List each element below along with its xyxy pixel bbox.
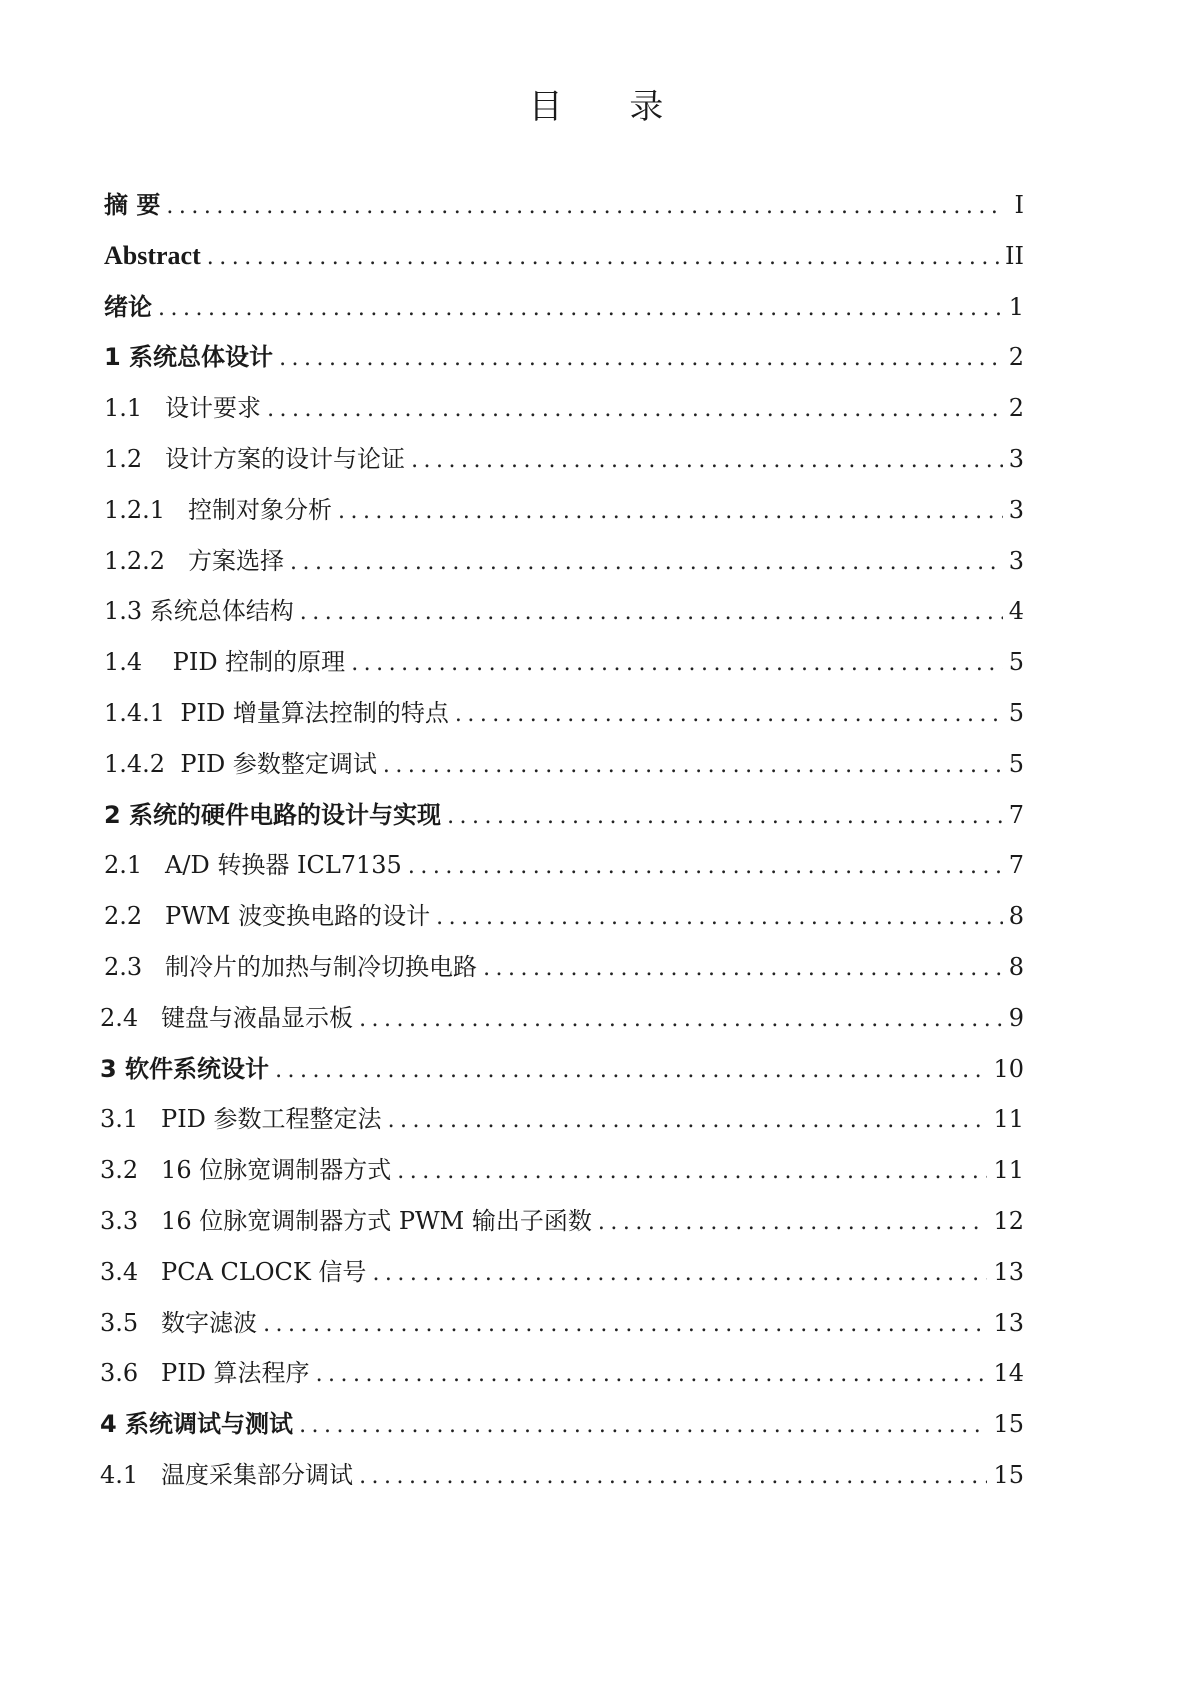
dot-leader (408, 850, 1003, 884)
dot-leader (300, 596, 1003, 630)
toc-entry-page: 13 (993, 1308, 1024, 1337)
toc-entry-label: 1.1 设计要求 (104, 394, 262, 423)
toc-entry-label: 3 软件系统设计 (100, 1054, 270, 1083)
toc-entry-page: 5 (1008, 648, 1024, 677)
toc-entry-chapter-3[interactable] (100, 1052, 1024, 1103)
toc-entry-label: 2.3 制冷片的加热与制冷切换电路 (104, 952, 478, 981)
toc-entry-section-1-1[interactable] (104, 391, 1024, 442)
toc-entry-page: 12 (993, 1206, 1024, 1235)
toc-entry-label: 3.2 16 位脉宽调制器方式 (100, 1156, 392, 1185)
dot-leader (338, 495, 1003, 529)
toc-entry-section-1-2-2[interactable] (104, 544, 1024, 595)
dot-leader (447, 800, 1003, 834)
toc-entry-section-3-2[interactable] (100, 1153, 1024, 1204)
toc-entry-page: 14 (993, 1359, 1024, 1388)
dot-leader (267, 393, 1003, 427)
dot-leader (483, 952, 1003, 986)
toc-entry-page: 3 (1008, 546, 1024, 575)
toc-entry-label: 1.2.1 控制对象分析 (104, 495, 332, 524)
toc-entry-label: 4 系统调试与测试 (100, 1410, 294, 1439)
toc-entry-label: 2.1 A/D 转换器 ICL7135 (104, 851, 402, 880)
toc-entry-label: 1.3 系统总体结构 (104, 597, 294, 626)
dot-leader (351, 647, 1003, 681)
dot-leader (372, 1257, 987, 1291)
dot-leader (279, 342, 1003, 376)
toc-entry-page: 9 (1008, 1003, 1024, 1032)
dot-leader (359, 1003, 1003, 1037)
toc-entry-section-3-4[interactable] (100, 1255, 1024, 1306)
toc-entry-abstract-en[interactable] (104, 239, 1024, 290)
dot-leader (411, 444, 1003, 478)
toc-entry-chapter-1[interactable] (104, 340, 1024, 391)
toc-entry-label: 2.2 PWM 波变换电路的设计 (104, 902, 431, 931)
toc-entry-page: 7 (1008, 851, 1024, 880)
toc-entry-page: II (1005, 241, 1024, 270)
dot-leader (158, 292, 1003, 326)
toc-entry-section-1-2-1[interactable] (104, 493, 1024, 544)
toc-entry-section-3-5[interactable] (100, 1306, 1024, 1357)
dot-leader (166, 190, 1004, 224)
toc-entry-label: 摘 要 (104, 191, 161, 219)
toc-entry-section-2-1[interactable] (104, 848, 1024, 899)
dot-leader (316, 1358, 988, 1392)
toc-entry-section-2-3[interactable] (104, 950, 1024, 1001)
toc-entry-label: 1 系统总体设计 (104, 343, 274, 372)
toc-entry-page: 11 (993, 1156, 1024, 1185)
toc-entry-page: 1 (1008, 292, 1024, 321)
toc-entry-page: 5 (1008, 749, 1024, 778)
dot-leader (436, 901, 1003, 935)
toc-entry-page: 7 (1008, 800, 1024, 829)
toc-entry-section-3-6[interactable] (100, 1356, 1024, 1407)
toc-entry-section-1-2[interactable] (104, 442, 1024, 493)
toc-entry-page: 10 (993, 1054, 1024, 1083)
toc-entry-page: 4 (1008, 597, 1024, 626)
toc-entry-label: 1.4 PID 控制的原理 (104, 648, 346, 677)
dot-leader (388, 1104, 988, 1138)
dot-leader (383, 749, 1003, 783)
toc-entry-page: 5 (1008, 698, 1024, 727)
toc-entry-section-2-4[interactable] (100, 1001, 1024, 1052)
dot-leader (598, 1206, 988, 1240)
toc-entry-page: 11 (993, 1105, 1024, 1134)
toc-entry-page: 2 (1008, 343, 1024, 372)
toc-entry-page: 15 (993, 1410, 1024, 1439)
toc-entry-section-1-4[interactable] (104, 645, 1024, 696)
toc-list (100, 188, 1024, 1509)
toc-entry-page: I (1014, 191, 1024, 219)
toc-entry-label: 3.1 PID 参数工程整定法 (100, 1105, 382, 1134)
toc-entry-page: 3 (1008, 495, 1024, 524)
toc-entry-introduction[interactable] (104, 290, 1024, 341)
toc-entry-label: 3.3 16 位脉宽调制器方式 PWM 输出子函数 (100, 1206, 592, 1235)
toc-entry-abstract-cn[interactable] (104, 188, 1024, 239)
toc-entry-label: 1.2 设计方案的设计与论证 (104, 444, 406, 473)
toc-entry-chapter-4[interactable] (100, 1407, 1024, 1458)
toc-entry-page: 3 (1008, 444, 1024, 473)
toc-entry-label: 2 系统的硬件电路的设计与实现 (104, 800, 442, 829)
toc-entry-page: 13 (993, 1257, 1024, 1286)
toc-entry-label: 1.4.1 PID 增量算法控制的特点 (104, 698, 449, 727)
dot-leader (290, 546, 1003, 580)
dot-leader (299, 1409, 987, 1443)
toc-entry-label: 1.4.2 PID 参数整定调试 (104, 749, 377, 778)
toc-entry-page: 15 (993, 1460, 1024, 1489)
toc-title: 目 录 (528, 87, 692, 127)
toc-entry-page: 8 (1008, 952, 1024, 981)
toc-entry-label: 3.4 PCA CLOCK 信号 (100, 1257, 367, 1286)
dot-leader (207, 241, 999, 275)
dot-leader (359, 1460, 987, 1494)
toc-entry-section-1-3[interactable] (104, 594, 1024, 645)
toc-entry-label: 1.2.2 方案选择 (104, 546, 284, 575)
dot-leader (455, 698, 1003, 732)
toc-entry-label: 绪论 (104, 292, 152, 321)
toc-entry-section-4-1[interactable] (100, 1458, 1024, 1509)
toc-entry-label: 3.5 数字滤波 (100, 1308, 258, 1337)
toc-entry-chapter-2[interactable] (104, 798, 1024, 849)
toc-entry-label: 3.6 PID 算法程序 (100, 1359, 310, 1388)
toc-entry-label: 2.4 键盘与液晶显示板 (100, 1003, 354, 1032)
toc-entry-section-2-2[interactable] (104, 899, 1024, 950)
toc-entry-section-3-1[interactable] (100, 1102, 1024, 1153)
dot-leader (275, 1054, 987, 1088)
dot-leader (397, 1155, 987, 1189)
dot-leader (263, 1308, 987, 1342)
toc-entry-section-1-4-2[interactable] (104, 747, 1024, 798)
toc-entry-page: 8 (1008, 902, 1024, 931)
toc-entry-page: 2 (1008, 394, 1024, 423)
toc-entry-section-1-4-1[interactable] (104, 696, 1024, 747)
toc-entry-label: Abstract (104, 240, 201, 270)
toc-entry-label: 4.1 温度采集部分调试 (100, 1460, 354, 1489)
toc-entry-section-3-3[interactable] (100, 1204, 1024, 1255)
